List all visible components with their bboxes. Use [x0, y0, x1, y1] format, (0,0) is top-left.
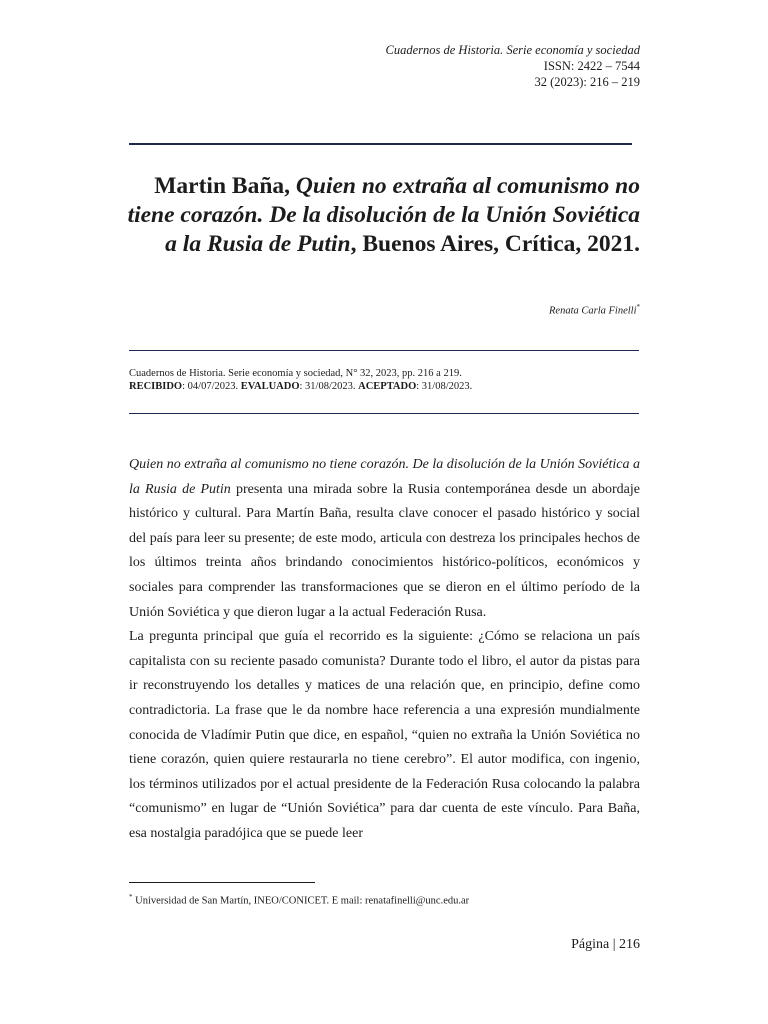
reviewer-footnote-mark[interactable]: * — [636, 303, 640, 311]
citation-divider-top — [129, 350, 639, 351]
book-author: Martin Baña, — [154, 173, 291, 199]
footnote-divider — [129, 882, 315, 883]
reviewer-name: Renata Carla Finelli — [549, 305, 637, 317]
evaluated-date: : 31/08/2023. — [299, 381, 359, 392]
citation-divider-bottom — [129, 413, 639, 414]
citation-dates — [129, 380, 649, 393]
book-publication: , Buenos Aires, Crítica, 2021. — [350, 231, 640, 257]
journal-name: Cuadernos de Historia. Serie economía y sociedad — [385, 43, 640, 57]
paragraph-1 — [129, 453, 640, 625]
book-title: Quien no extraña al comunismo no tiene corazón. De la disolución de la Unión Soviética a la Rusia de Putin — [127, 173, 640, 257]
footnote — [129, 890, 640, 909]
journal-issue: 32 (2023): 216 – 219 — [534, 75, 640, 89]
received-date: : 04/07/2023. — [182, 381, 241, 392]
received-label: RECIBIDO — [129, 381, 183, 392]
evaluated-label: EVALUADO — [240, 381, 300, 392]
page-number: Página | 216 — [571, 937, 640, 952]
citation-source: Cuadernos de Historia. Serie economía y sociedad, N° 32, 2023, pp. 216 a 219. — [129, 368, 462, 379]
title-divider — [129, 143, 632, 145]
footnote-mark: * — [129, 893, 133, 901]
paragraph-1-text: presenta una mirada sobre la Rusia contemporánea desde un abordaje histórico y cultural. Para Martín Baña, resulta clave conocer el pasado histórico y social del país para leer su presente; de este modo, articula con destreza los principales hechos de los últimos treinta años brindando conocimientos histórico-políticos, económicos y sociales para comprender las transformaciones que se dieron en el último período de la Unión Soviética y que dieron lugar a la actual Federación Rusa. — [129, 481, 640, 620]
footnote-text: Universidad de San Martín, INEO/CONICET. E mail: renatafinelli@unc.edu.ar — [132, 895, 470, 907]
review-title — [120, 172, 640, 259]
paragraph-1-book-title: Quien no extraña al comunismo no tiene corazón. De la disolución de la Unión Soviética a la Rusia de Putin — [129, 457, 640, 497]
accepted-label: ACEPTADO — [358, 381, 417, 392]
paragraph-2: La pregunta principal que guía el recorrido es la siguiente: ¿Cómo se relaciona un país capitalista con su reciente pasado comunista? Durante todo el libro, el autor da pistas para ir reconstruyendo los detalles y matices de una relación que, en principio, define como contradictoria. La frase que le da nombre hace referencia a una expresión mundialmente conocida de Vladímir Putin que dice, en español, “quien no extraña la Unión Soviética no tiene corazón, quien quiere restaurarla no tiene cerebro”. El autor modifica, con ingenio, los términos utilizados por el actual presidente de la Federación Rusa colocando la palabra “comunismo” en lugar de “Unión Soviética” para dar cuenta de este vínculo. Para Baña, esa nostalgia paradójica que se puede leer — [129, 629, 640, 841]
reviewer-byline — [549, 300, 640, 319]
journal-header — [220, 42, 640, 90]
journal-issn: ISSN: 2422 – 7544 — [543, 59, 640, 73]
body-text — [129, 453, 640, 847]
citation-block — [129, 367, 649, 393]
accepted-date: : 31/08/2023. — [416, 381, 473, 392]
